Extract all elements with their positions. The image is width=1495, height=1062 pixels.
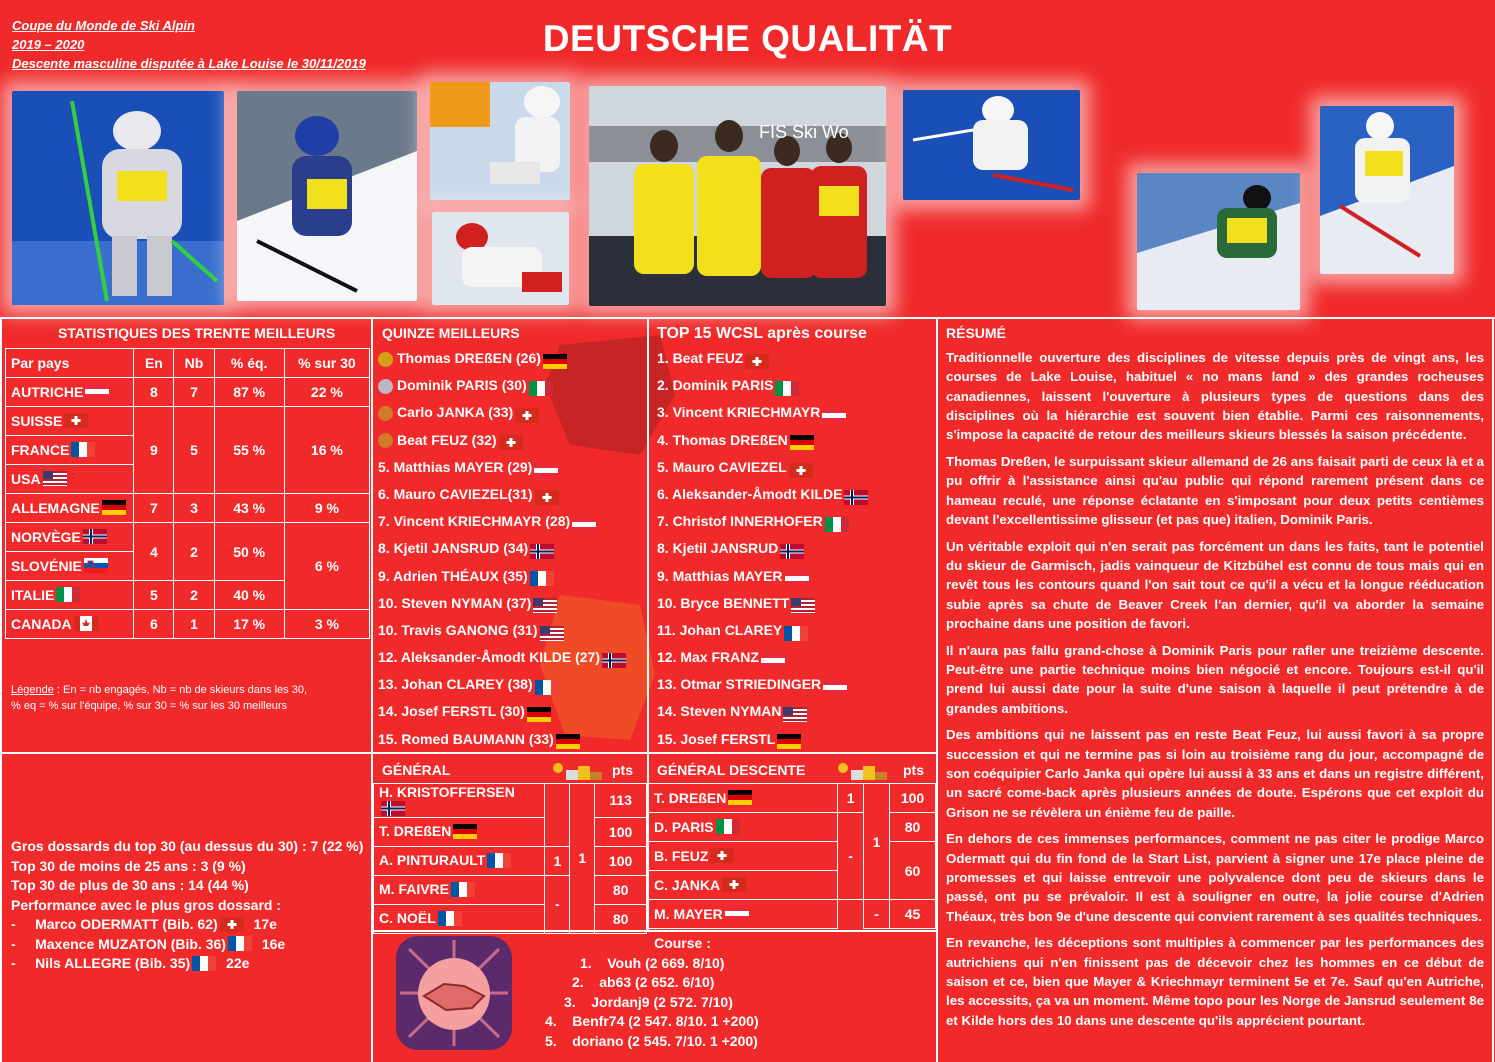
stats-sur30: 9 %	[284, 494, 369, 523]
gd-pts: 100	[890, 784, 936, 813]
austria-flag-icon	[85, 384, 109, 399]
usa-flag-icon	[533, 595, 557, 610]
athlete-name: T. DREßEN	[379, 823, 452, 840]
wcsl-item	[657, 372, 932, 399]
course-row: 2. ab63 (2 652. 6/10)	[572, 974, 715, 990]
top15-item-label: 12. Aleksander-Åmodt KILDE (27)	[378, 649, 600, 666]
perf-list	[11, 915, 363, 974]
france-flag-icon	[451, 882, 475, 897]
top15-item	[378, 535, 643, 562]
athlete-name: M. FAIVRE	[379, 881, 450, 898]
general-pts: 100	[595, 846, 647, 875]
skier-photo-1	[12, 91, 224, 305]
summary-paragraph: Traditionnelle ouverture des disciplines de vitesse depuis près de vingt ans, les courses de Lake Louise, habituel « no mans land » des grandes rocheuses canadiennes, laissent l'ouverture à plusieurs types de questions dans des disciplines où la hiérarchie est souvent bien établie. Parmi ces raisonnements, s'impose la capacité de retour des meilleurs skieurs blessés la saison précédente.	[946, 350, 1484, 443]
legend-text: % eq = % sur l'équipe, % sur 30 = % sur les 30 meilleurs	[11, 700, 288, 712]
athlete-name: C. NOËL	[379, 910, 436, 927]
italy-flag-icon	[56, 587, 80, 602]
general-descente-table	[648, 783, 936, 929]
wcsl-item	[657, 535, 932, 562]
stats-country	[6, 407, 134, 436]
stats-header: Par pays	[6, 349, 134, 378]
summary-paragraph: En dehors de ces immenses performances, comment ne pas citer le prodige Marco Odermatt qui du fin fond de la Start List, parvient à signer une 17e place pleine de promesses et qui laisse entrevoir une polyvalence dont peu de skieurs dans le passé, ont pu se prévaloir. Il est à souligner en outre, la jolie course d'Adrien Théaux, très bon 9e d'une descente qui convient rarement à ses qualités techniques.	[946, 831, 1484, 924]
stats-nb: 1	[174, 610, 214, 639]
athlete-name: H. KRISTOFFERSEN	[379, 784, 515, 800]
germany-flag-icon	[556, 731, 580, 746]
handshake-logo-icon	[394, 934, 514, 1052]
general-pts: 113	[595, 784, 647, 818]
austria-flag-icon	[822, 405, 846, 420]
wcsl-item	[657, 617, 932, 644]
top15-item	[378, 508, 643, 535]
stats-eq: 17 %	[214, 610, 284, 639]
top15-item-label: 8. Kjetil JANSRUD (34)	[378, 540, 529, 557]
stats-en: 9	[134, 407, 174, 494]
top15-item	[378, 481, 643, 508]
top15-item-label: 15. Romed BAUMANN (33)	[378, 730, 554, 747]
stats-title: STATISTIQUES DES TRENTE MEILLEURS	[58, 325, 336, 341]
wcsl-item	[657, 590, 932, 617]
gd-name	[649, 900, 838, 929]
norway-flag-icon	[602, 650, 626, 665]
general-col: -	[545, 875, 570, 933]
perf-label: - Nils ALLEGRE (Bib. 35)	[11, 955, 191, 971]
wcsl-item	[657, 454, 932, 481]
general-descente-pts-label: pts	[903, 762, 924, 778]
france-flag-icon	[192, 956, 216, 971]
stats-legend	[11, 682, 307, 714]
wcsl-item	[657, 399, 932, 426]
silver-medal-icon	[378, 379, 393, 394]
stats-en: 7	[134, 494, 174, 523]
bronze-medal-icon	[378, 406, 393, 421]
skier-photo-4	[432, 212, 569, 305]
top15-item	[378, 671, 643, 698]
wcsl-item	[657, 508, 932, 535]
bronze-medal-icon	[378, 433, 393, 448]
top15-item-label: 10. Steven NYMAN (37)	[378, 594, 532, 611]
wcsl-item	[657, 644, 932, 671]
stats-eq: 55 %	[214, 407, 284, 494]
top15-item-label: Carlo JANKA (33)	[397, 404, 514, 421]
athlete-name: A. PINTURAULT	[379, 852, 486, 869]
skier-photo-3	[430, 82, 570, 200]
wcsl-item	[657, 698, 932, 725]
top15-item-label: 5. Matthias MAYER (29)	[378, 458, 533, 475]
stats-en: 8	[134, 378, 174, 407]
course-list	[520, 954, 800, 1052]
top15-list	[378, 345, 643, 753]
top15-item	[378, 345, 643, 372]
top15-item	[378, 590, 643, 617]
germany-flag-icon	[102, 500, 126, 515]
wcsl-item-label: 2. Dominik PARIS	[657, 377, 774, 394]
stats-header: En	[134, 349, 174, 378]
top15-item	[378, 372, 643, 399]
stats-nb: 5	[174, 407, 214, 494]
skier-photo-5	[903, 90, 1080, 200]
top15-item-label: Thomas DREßEN (26)	[397, 350, 541, 366]
course-row: 3. Jordanj9 (2 572. 7/10)	[564, 993, 733, 1010]
skier-photo-2	[237, 91, 417, 301]
austria-flag-icon	[572, 514, 596, 529]
general-name	[374, 904, 545, 933]
general-pts: 80	[595, 875, 647, 904]
country-name: SLOVÉNIE	[11, 557, 82, 574]
france-flag-icon	[228, 936, 252, 951]
perf-item	[11, 954, 363, 974]
top15-item-label: Dominik PARIS (30)	[397, 377, 527, 394]
norway-flag-icon	[83, 529, 107, 544]
stats-nb: 3	[174, 494, 214, 523]
austria-flag-icon	[725, 906, 749, 921]
summary-paragraph: Thomas Dreßen, le surpuissant skieur allemand de 26 ans faisait parti de ceux là et a pu offrir à l'assistance ainsi qu'au public qui répond rarement présent dans ce hameau reculé, une réponse éclatante en s'imposant pour deux petits centièmes devant l'excellentissime glisseur (et pas que) italien, Dominik Paris.	[946, 453, 1484, 527]
stats-en: 4	[134, 523, 174, 581]
stat-line: Performance avec le plus gros dossard :	[11, 896, 281, 913]
event-season: 2019 – 2020	[12, 37, 85, 52]
stat-line: Gros dossards du top 30 (au dessus du 30) : 7 (22 %)	[11, 838, 364, 854]
top15-item-label: 6. Mauro CAVIEZEL(31)	[378, 485, 533, 502]
summary-title: RÉSUMÉ	[946, 325, 1006, 341]
gd-col: -	[838, 813, 864, 900]
germany-flag-icon	[777, 731, 801, 746]
divider	[0, 317, 1495, 319]
divider	[936, 317, 938, 1062]
gd-name	[649, 784, 838, 813]
switzerland-flag-icon	[499, 432, 523, 447]
general-col: 1	[570, 784, 595, 934]
gold-medal-icon	[378, 352, 393, 367]
slovenia-flag-icon	[84, 558, 108, 573]
top15-item	[378, 617, 643, 644]
stats-table	[5, 348, 370, 639]
course-row: 4. Benfr74 (2 547. 8/10. 1 +200)	[545, 1013, 759, 1029]
event-race: Descente masculine disputée à Lake Louise le 30/11/2019	[12, 56, 366, 71]
stats-eq: 87 %	[214, 378, 284, 407]
summary-paragraph: Il n'aura pas fallu grand-chose à Dominik Paris pour rafler une treizième descente. Peut-être une partie technique moins bien négocié et encore. Toujours est-il qu'il prend lui aussi date pour la suite d'une saison à laquelle il peut prétendre à de grandes ambitions.	[946, 642, 1484, 716]
top15-item-label: 9. Adrien THÉAUX (35)	[378, 567, 528, 584]
general-col	[545, 784, 570, 847]
general-name	[374, 817, 545, 846]
wcsl-item	[657, 726, 932, 753]
perf-rank: 17e	[249, 916, 277, 932]
stats-nb: 7	[174, 378, 214, 407]
general-pts: 80	[595, 904, 647, 933]
perf-label: - Marco ODERMATT (Bib. 62)	[11, 916, 218, 932]
switzerland-flag-icon	[220, 917, 244, 932]
general-name	[374, 846, 545, 875]
italy-flag-icon	[529, 378, 553, 393]
switzerland-flag-icon	[745, 351, 769, 366]
france-flag-icon	[784, 623, 808, 638]
podium-icon	[548, 762, 608, 780]
country-name: ALLEMAGNE	[11, 499, 100, 516]
wcsl-item-label: 8. Kjetil JANSRUD	[657, 540, 779, 557]
norway-flag-icon	[381, 801, 405, 816]
germany-flag-icon	[527, 704, 551, 719]
gd-col	[838, 900, 864, 929]
top15-item-label: 13. Johan CLAREY (38)	[378, 676, 533, 693]
usa-flag-icon	[783, 704, 807, 719]
summary-paragraph: Un véritable exploit qui n'en serait pas forcément un dans les faits, tant le potentiel du skieur de Garmisch, jadis vainqueur de Kitzbühel est connu de tous mais qui en revêt tous les contours quand l'on sait tout ce qu'il a vécu et la longue rééducation subie après sa chute de Beaver Creek l'an dernier, qu'il va aborder la semaine prochaine dans une position de favori.	[946, 538, 1484, 631]
gd-pts: 80	[890, 813, 936, 842]
top15-title: QUINZE MEILLEURS	[382, 325, 520, 341]
perf-rank: 22e	[222, 955, 250, 971]
italy-flag-icon	[716, 819, 740, 834]
switzerland-flag-icon	[710, 848, 734, 863]
stats-sur30: 22 %	[284, 378, 369, 407]
general-col: 1	[545, 846, 570, 875]
general-pts-label: pts	[612, 762, 633, 778]
wcsl-item-label: 3. Vincent KRIECHMAYR	[657, 404, 821, 421]
perf-rank: 16e	[257, 935, 286, 952]
stats-country	[6, 465, 134, 494]
skier-photo-6	[1137, 173, 1300, 310]
stats-eq: 50 %	[214, 523, 284, 581]
wcsl-item-label: 4. Thomas DREßEN	[657, 431, 788, 448]
wcsl-list	[657, 345, 932, 753]
summary-text	[946, 348, 1484, 1037]
stats-country	[6, 552, 134, 581]
stats-header: % sur 30	[284, 349, 369, 378]
wcsl-item-label: 15. Josef FERSTL	[657, 730, 776, 747]
france-flag-icon	[535, 677, 559, 692]
stats-country	[6, 581, 134, 610]
top15-item-label: 10. Travis GANONG (31)	[378, 621, 538, 638]
wcsl-item	[657, 427, 932, 454]
wcsl-item-label: 5. Mauro CAVIEZEL	[657, 458, 787, 475]
germany-flag-icon	[790, 432, 814, 447]
country-name: USA	[11, 470, 41, 487]
usa-flag-icon	[43, 471, 67, 486]
switzerland-flag-icon	[515, 405, 539, 420]
divider	[1492, 317, 1494, 1062]
italy-flag-icon	[825, 514, 849, 529]
general-table	[373, 783, 647, 934]
athlete-name: M. MAYER	[654, 905, 723, 922]
switzerland-flag-icon	[535, 487, 559, 502]
gd-col: -	[864, 900, 890, 929]
wcsl-item	[657, 481, 932, 508]
course-row: 5. doriano (2 545. 7/10. 1 +200)	[545, 1032, 758, 1049]
top15-item	[378, 644, 643, 671]
wcsl-title: TOP 15 WCSL après course	[657, 325, 867, 342]
austria-flag-icon	[761, 650, 785, 665]
austria-flag-icon	[534, 460, 558, 475]
general-name	[374, 875, 545, 904]
top15-item	[378, 454, 643, 481]
stats-country	[6, 378, 134, 407]
top15-item	[378, 698, 643, 725]
stats-eq: 43 %	[214, 494, 284, 523]
wcsl-item-label: 9. Matthias MAYER	[657, 567, 783, 584]
general-descente-title: GÉNÉRAL DESCENTE	[657, 762, 806, 778]
top15-item	[378, 726, 643, 753]
stat-line: Top 30 de moins de 25 ans : 3 (9 %)	[11, 857, 246, 874]
stats-sur30: 3 %	[284, 610, 369, 639]
podium-icon	[833, 762, 893, 780]
wcsl-item-label: 1. Beat FEUZ	[657, 350, 744, 366]
stats-country	[6, 436, 134, 465]
stats-nb: 2	[174, 581, 214, 610]
stats-country	[6, 494, 134, 523]
france-flag-icon	[438, 911, 462, 926]
general-title: GÉNÉRAL	[382, 762, 451, 778]
wcsl-item	[657, 671, 932, 698]
wcsl-item-label: 11. Johan CLAREY	[657, 621, 783, 638]
austria-flag-icon	[785, 568, 809, 583]
athlete-name: B. FEUZ	[654, 847, 709, 864]
canada-flag-icon	[74, 616, 98, 631]
legend-text: : En = nb engagés, Nb = nb de skieurs dans les 30,	[53, 684, 307, 696]
legend-label: Légende	[11, 684, 54, 696]
france-flag-icon	[487, 853, 511, 868]
bottom-stats	[11, 837, 363, 974]
wcsl-item	[657, 563, 932, 590]
athlete-name: C. JANKA	[654, 876, 721, 893]
gd-name	[649, 871, 838, 900]
course-title: Course :	[654, 935, 711, 951]
stats-sur30: 6 %	[284, 523, 369, 610]
top15-item-label: 14. Josef FERSTL (30)	[378, 703, 525, 720]
stats-en: 6	[134, 610, 174, 639]
italy-flag-icon	[775, 378, 799, 393]
summary-paragraph: Des ambitions qui ne laissent pas en reste Beat Feuz, lui aussi favori à sa propre succession et qui ne termine pas si loin au troisième rang du jour, accompagné de son coéquipier Carlo Janka qui opère lui aussi à 33 ans et dans un registre différent, un sacré come-back après plusieurs années de doute. Espérons que cet exploit du Grison ne se révèlera un énième feu de paille.	[946, 727, 1484, 820]
norway-flag-icon	[530, 541, 554, 556]
gd-col: 1	[864, 784, 890, 900]
wcsl-item-label: 12. Max FRANZ	[657, 649, 759, 666]
skier-photo-7	[1320, 106, 1454, 274]
stats-nb: 2	[174, 523, 214, 581]
general-name	[374, 784, 545, 818]
germany-flag-icon	[543, 351, 567, 366]
switzerland-flag-icon	[722, 877, 746, 892]
divider	[371, 317, 373, 1062]
stats-header: Nb	[174, 349, 214, 378]
usa-flag-icon	[540, 623, 564, 638]
country-name: CANADA	[11, 615, 72, 632]
country-name: NORVÈGE	[11, 528, 81, 545]
stat-line: Top 30 de plus de 30 ans : 14 (44 %)	[11, 877, 249, 893]
stats-country	[6, 523, 134, 552]
page-title: DEUTSCHE QUALITÄT	[542, 18, 953, 59]
perf-label: - Maxence MUZATON (Bib. 36)	[11, 935, 226, 952]
general-pts: 100	[595, 817, 647, 846]
podium-photo	[589, 86, 886, 306]
top15-item	[378, 563, 643, 590]
stats-header: % éq.	[214, 349, 284, 378]
usa-flag-icon	[791, 595, 815, 610]
top15-item-label: 7. Vincent KRIECHMAYR (28)	[378, 513, 571, 530]
perf-item	[11, 935, 363, 955]
wcsl-item-label: 6. Aleksander-Åmodt KILDE	[657, 485, 843, 502]
wcsl-item	[657, 345, 932, 372]
stats-eq: 40 %	[214, 581, 284, 610]
top15-item	[378, 427, 643, 454]
gd-name	[649, 842, 838, 871]
country-name: SUISSE	[11, 412, 63, 429]
top15-item-label: Beat FEUZ (32)	[397, 431, 497, 448]
wcsl-item-label: 7. Christof INNERHOFER	[657, 513, 823, 530]
norway-flag-icon	[780, 541, 804, 556]
norway-flag-icon	[844, 487, 868, 502]
wcsl-item-label: 10. Bryce BENNETT	[657, 594, 790, 611]
wcsl-item-label: 13. Otmar STRIEDINGER	[657, 676, 822, 693]
athlete-name: T. DREßEN	[654, 789, 727, 806]
stats-en: 5	[134, 581, 174, 610]
austria-flag-icon	[823, 677, 847, 692]
wcsl-item-label: 14. Steven NYMAN	[657, 703, 782, 720]
germany-flag-icon	[453, 824, 477, 839]
gd-name	[649, 813, 838, 842]
germany-flag-icon	[728, 790, 752, 805]
country-name: FRANCE	[11, 441, 70, 458]
divider	[0, 317, 2, 1062]
gd-col: 1	[838, 784, 864, 813]
stats-country	[6, 610, 134, 639]
course-ranking	[520, 934, 800, 1051]
france-flag-icon	[71, 442, 95, 457]
perf-item	[11, 915, 363, 935]
country-name: AUTRICHE	[11, 383, 84, 400]
athlete-name: D. PARIS	[654, 818, 714, 835]
switzerland-flag-icon	[64, 413, 88, 428]
top15-item	[378, 399, 643, 426]
gd-pts: 60	[890, 842, 936, 900]
event-competition: Coupe du Monde de Ski Alpin	[12, 18, 195, 33]
switzerland-flag-icon	[789, 460, 813, 475]
france-flag-icon	[530, 568, 554, 583]
course-row: 1. Vouh (2 669. 8/10)	[580, 954, 725, 971]
podium-banner-text: FIS Ski Wo	[759, 122, 849, 142]
gd-pts: 45	[890, 900, 936, 929]
event-info	[12, 16, 366, 73]
summary-paragraph: En revanche, les déceptions sont multiples à commencer par les performances des autrichiens qui n'en finissent pas de décevoir chez les hommes en ce début de saison et ce, bien que Mayer & Kriechmayr terminent 5e et 7e. Sauf qu'en Autriche, les accessits, ça va un moment. Même topo pour les Norge de Jansrud seulement 8e et Kilde hors des 10 dans une descente qu'ils apprécient pourtant.	[946, 935, 1484, 1028]
country-name: ITALIE	[11, 586, 55, 603]
stats-sur30: 16 %	[284, 407, 369, 494]
